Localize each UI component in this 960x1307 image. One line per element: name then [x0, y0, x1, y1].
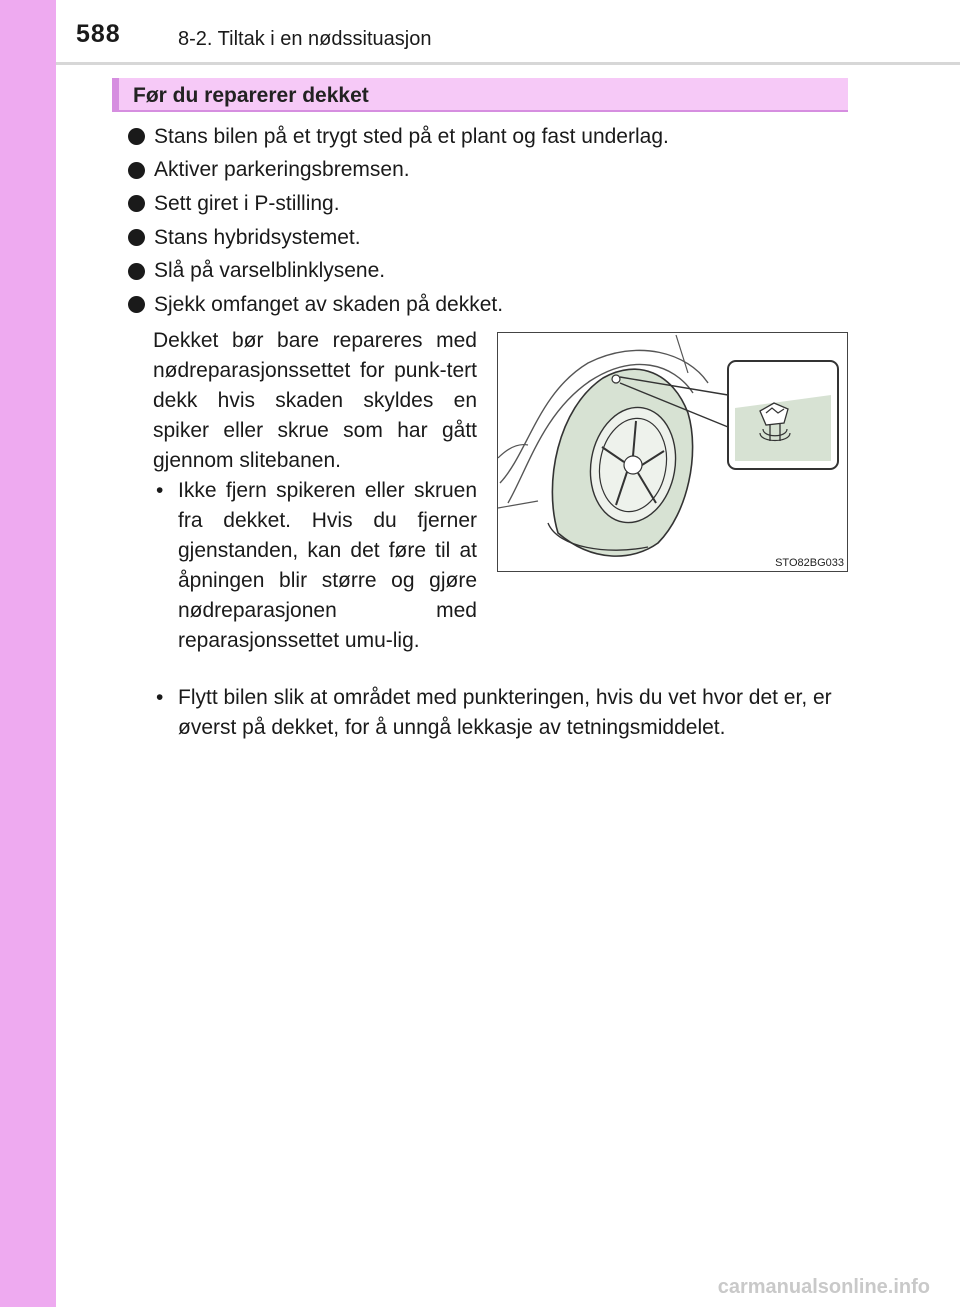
footer-watermark: carmanualsonline.info: [717, 1276, 930, 1298]
sub-list: [156, 683, 846, 743]
subsection-heading: [112, 78, 848, 112]
bullet-dot-icon: [128, 263, 145, 280]
figure-code: STO82BG033: [775, 557, 844, 569]
list-item: Stans bilen på et trygt sted på et plant og fast underlag.: [128, 120, 669, 154]
damage-paragraph: Dekket bør bare repareres med nødreparasjonssettet for punk-tert dekk hvis skaden skyldes en spiker eller skrue som har gått gjennom slitebanen.: [153, 329, 477, 472]
bullet-dot-icon: [128, 229, 145, 246]
list-item: Sett giret i P-stilling.: [128, 187, 669, 221]
sub-list-item: • Flytt bilen slik at området med punkteringen, hvis du vet hvor det er, er øverst på dekket, for å unngå lekkasje av tetningsmiddelet.: [156, 683, 846, 743]
sub-list-item: • Ikke fjern spikeren eller skruen fra dekket. Hvis du fjerner gjenstanden, kan det føre til at åpningen blir større og gjøre nødreparasjonen med reparasjonssettet umu-lig.: [156, 476, 477, 656]
checklist: [128, 120, 669, 322]
subsection-heading-text: Før du reparerer dekket: [133, 84, 369, 107]
punctured-tire-drawing: [498, 333, 847, 571]
tire-illustration: [497, 332, 848, 572]
list-item: Slå på varselblinklysene.: [128, 254, 669, 288]
bullet-dot-icon: [128, 162, 145, 179]
bullet-dot-icon: [128, 195, 145, 212]
list-item: Sjekk omfanget av skaden på dekket.: [128, 288, 669, 322]
section-title: 8-2. Tiltak i en nødssituasjon: [178, 28, 432, 50]
side-color-strip: [0, 0, 56, 1307]
page-number: 588: [76, 20, 121, 48]
sub-list: [156, 476, 477, 656]
bullet-dot-icon: [128, 296, 145, 313]
header-divider: [56, 62, 960, 65]
list-item: Stans hybridsystemet.: [128, 221, 669, 255]
list-item: Aktiver parkeringsbremsen.: [128, 154, 669, 188]
bullet-dot-icon: [128, 128, 145, 145]
